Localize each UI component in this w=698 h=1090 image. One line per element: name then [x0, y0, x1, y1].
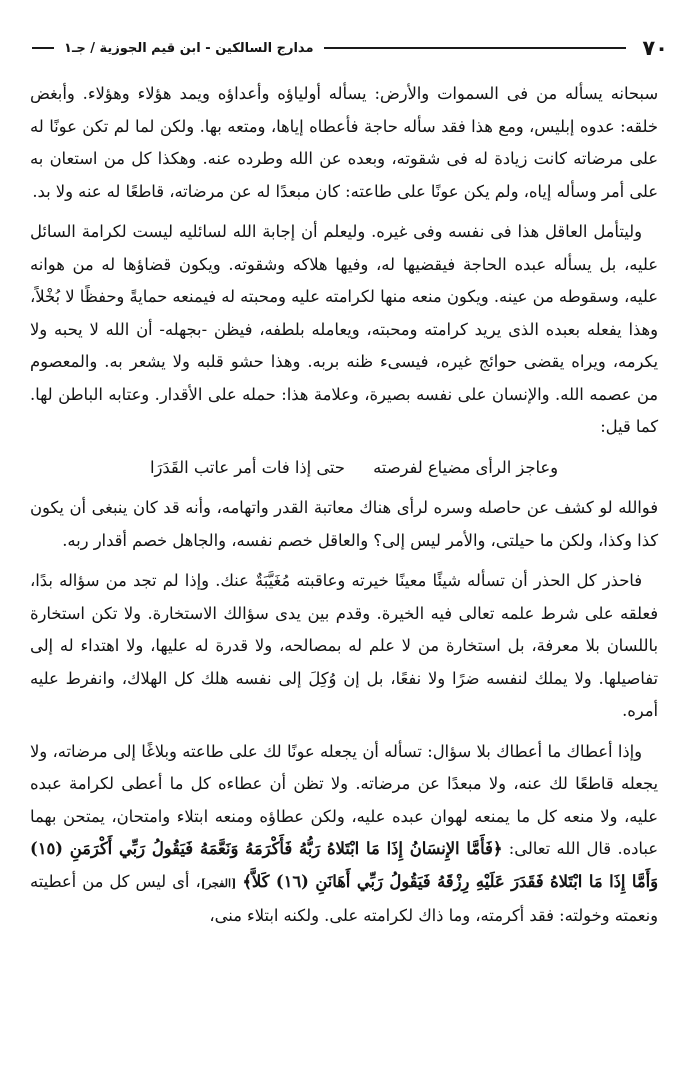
page-header [26, 28, 668, 68]
header-rule-long [324, 47, 627, 49]
paragraph-5-text-before-quran: وإذا أعطاك ما أعطاك بلا سؤال: تسأله أن يجعله عونًا لك على طاعته وبلاغًا إلى مرضاته، ولا يجعله قاطعًا لك عنه، ولا مبعدًا عن مرضاته. ولا تظن أن عطاءه كل ما أعطى لكرامة عبده عليه، ولا منعه كل ما يمنعه لهوان عبده عليه، ولكن عطاؤه ومنعه ابتلاء وامتحان، يمتحن بهما عباده. قال الله تعالى: [30, 741, 658, 858]
paragraph-4: فاحذر كل الحذر أن تسأله شيئًا معينًا خيرته وعاقبته مُغَيَّبَةٌ عنك. وإذا لم تجد من سؤاله بدًا، فعلقه على شرط علمه تعالى فيه الخيرة. وقدم بين يدى سؤالك الاستخارة. ولا تكن استخارة باللسان بلا معرفة، بل استخارة من لا علم له بمصالحه، ولا قدرة له عليها، ولا اهتداء له إلى تفاصيلها. ولا يملك لنفسه ضرًا ولا نفعًا، بل إن وُكِلَ إلى نفسه هلك كل الهلاك، وانفرط عليه أمره. [30, 571, 658, 720]
paragraph-5-text-after-quran: ، أى ليس كل من أعطيته ونعمته وخولته: فقد أكرمته، وما ذاك لكرامته على. ولكنه ابتلاء منى، [30, 871, 658, 925]
verse-second-hemistich: حتى إذا فات أمر عاتب القَدَرَا [150, 457, 345, 477]
running-title: مدارج السالكين - ابن قيم الجوزية / جـ١ [64, 40, 314, 56]
page-body [30, 78, 658, 941]
poetry-verse [30, 452, 658, 485]
paragraph-2: وليتأمل العاقل هذا فى نفسه وفى غيره. وليعلم أن إجابة الله لسائليه ليست لكرامة السائل عليه، بل يسأله عبده الحاجة فيقضيها له، وفيها هلاكه وشقوته. ويكون قضاؤها له من هوانه عليه، وسقوطه من عينه. ويكون منعه منها لكرامته عليه ومحبته له فيمنعه حمايةً وحفظًا لا بُخْلاً، وهذا يفعله بعبده الذى يريد كرامته ومحبته، ويعامله بلطفه، فيظن -بجهله- أن الله لا يحبه ولا يكرمه، ويراه يقضى حوائج غيره، فيسىء ظنه بربه. وهذا حشو قلبه ولا يشعر به. والمعصوم من عصمه الله. والإنسان على نفسه بصيرة، وعلامة هذا: حمله على الأقدار. وعتابه الباطن لها. كما قيل: [30, 222, 658, 436]
verse-first-hemistich: وعاجز الرأى مضياع لفرصته [373, 457, 558, 477]
paragraph-3: فوالله لو كشف عن حاصله وسره لرأى هناك معاتبة القدر واتهامه، وأنه قد كان ينبغى أن يكون كذا وكذا، ولكن ما حيلتى، والأمر ليس إلى؟ والعاقل خصم نفسه، والجاهل خصم أقدار ربه. [30, 498, 658, 550]
quran-reference: [الفجر] [200, 876, 237, 890]
paragraph-1: سبحانه يسأله من فى السموات والأرض: يسأله أولياؤه وأعداؤه ويمد هؤلاء وهؤلاء. وأبغض خلقه: عدوه إبليس، ومع هذا فقد سأله حاجة فأعطاه إياها، ومتعه بها. ولكن لما لم تكن عونًا له على مرضاته كانت زيادة له فى شقوته، وبعده عن الله وطرده عنه. وهكذا كل من استعان به على أمر وسأله إياه، ولم يكن عونًا على طاعته: كان مبعدًا له عن مرضاته، قاطعًا له عنه ولا بد. [30, 84, 658, 201]
paragraph-5 [30, 736, 658, 933]
quran-citation: ﴿فَأَمَّا الإِنسَانُ إِذَا مَا ابْتَلاهُ رَبُّهُ فَأَكْرَمَهُ وَنَعَّمَهُ فَيَقُولُ رَبِّي أَكْرَمَنِ (١٥) وَأَمَّا إِذَا مَا ابْتَلاهُ فَقَدَرَ عَلَيْهِ رِزْقَهُ فَيَقُولُ رَبِّي أَهَانَنِ (١٦) كَلاَّ﴾ [30, 839, 658, 891]
page-number: ٧٠ [642, 36, 668, 60]
header-rule-short [32, 47, 54, 49]
